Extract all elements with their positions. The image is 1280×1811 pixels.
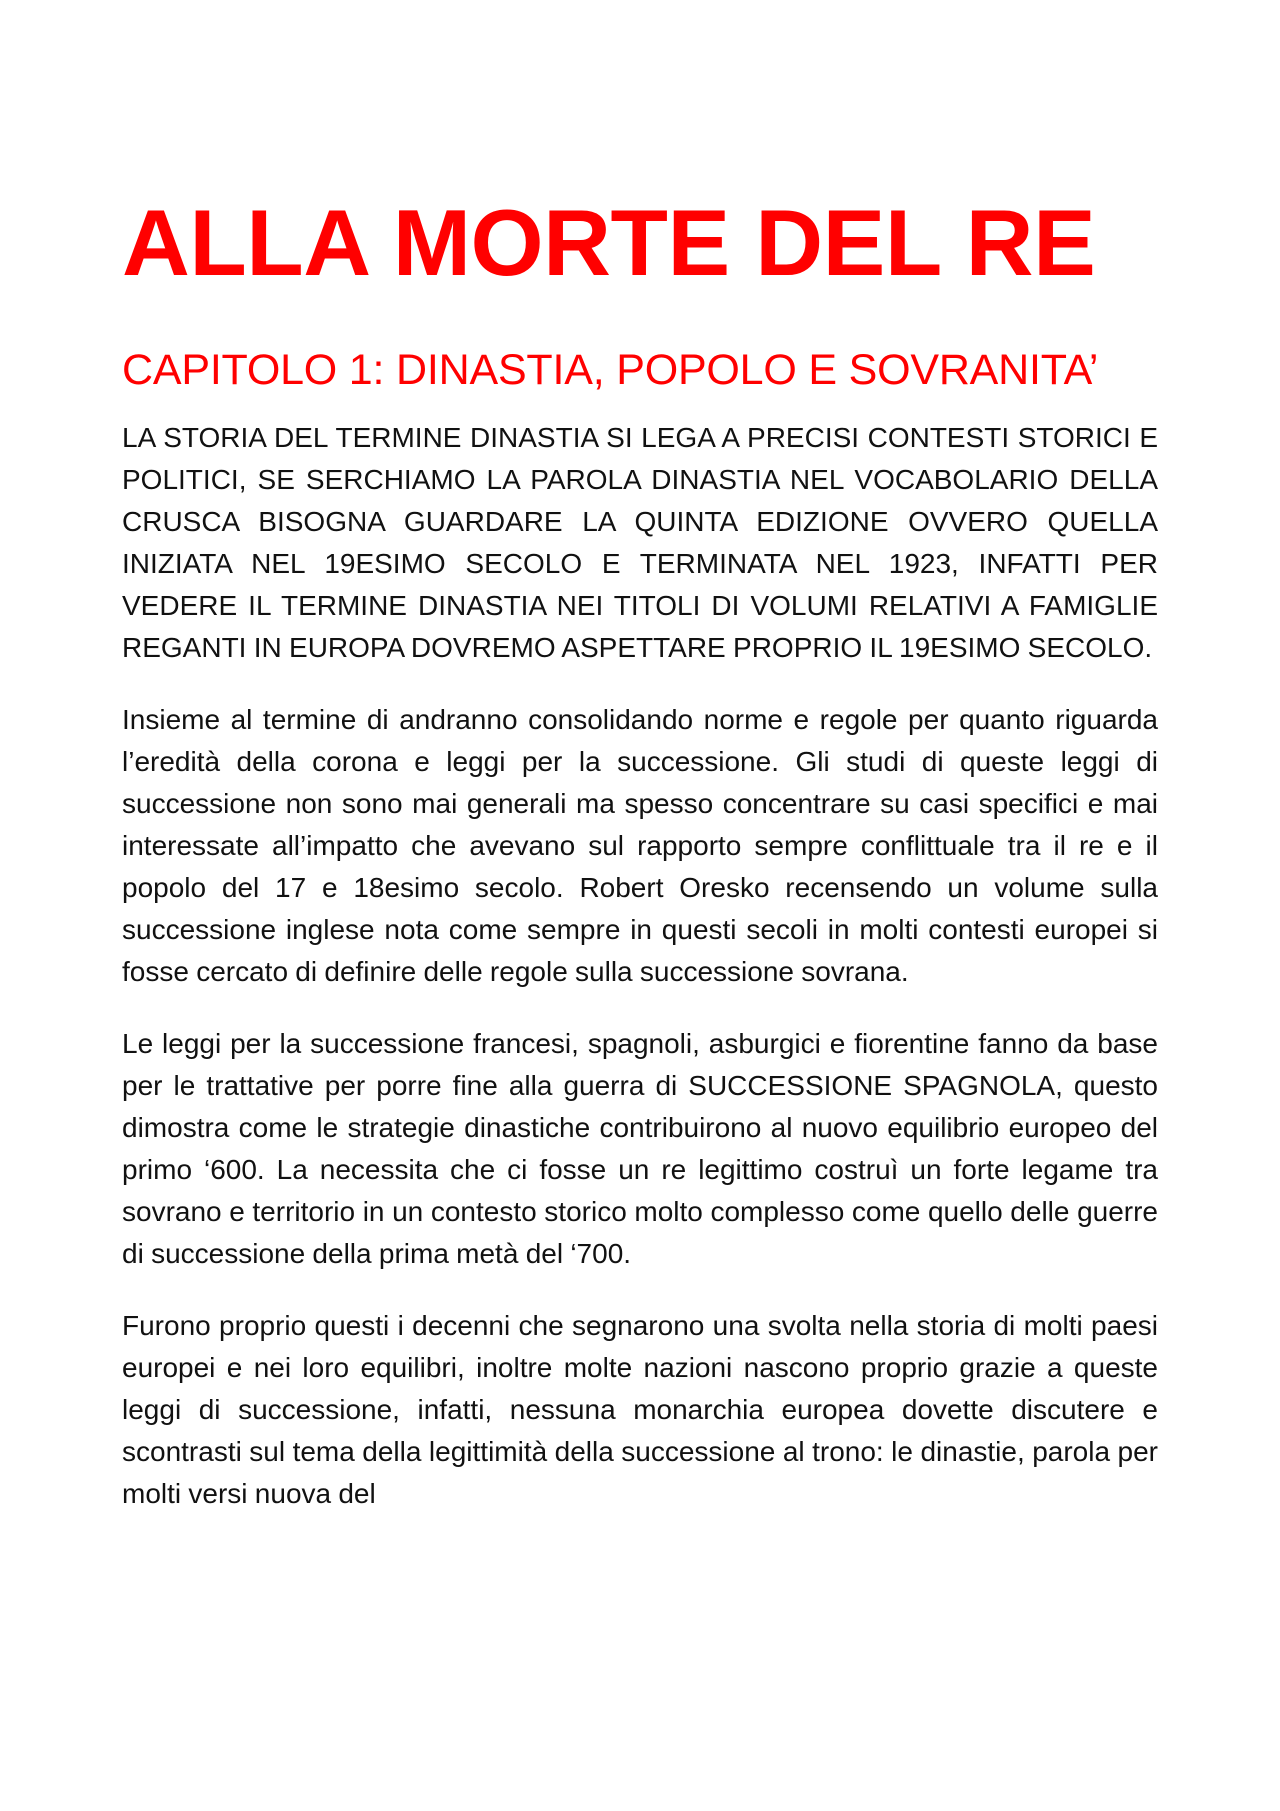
paragraph-1: LA STORIA DEL TERMINE DINASTIA SI LEGA A PRECISI CONTESTI STORICI E POLITICI, SE SERCHIAMO LA PAROLA DINASTIA NEL VOCABOLARIO DELLA CRUSCA BISOGNA GUARDARE LA QUINTA EDIZIONE OVVERO QUELLA INIZIATA NEL 19ESIMO SECOLO E TERMINATA NEL 1923, INFATTI PER VEDERE IL TERMINE DINASTIA NEI TITOLI DI VOLUMI RELATIVI A FAMIGLIE REGANTI IN EUROPA DOVREMO ASPETTARE PROPRIO IL 19ESIMO SECOLO. xyxy=(122,422,1158,664)
paragraph-4: Furono proprio questi i decenni che segnarono una svolta nella storia di molti paesi europei e nei loro equilibri, inoltre molte nazioni nascono proprio grazie a queste leggi di successione, infatti, nessuna monarchia europea dovette discutere e scontrasti sul tema della legittimità della successione al trono: le dinastie, parola per molti versi nuova del xyxy=(122,1310,1158,1510)
document-title: ALLA MORTE DEL RE xyxy=(122,190,1096,295)
paragraph-3: Le leggi per la successione francesi, spagnoli, asburgici e fiorentine fanno da base per le trattative per porre fine alla guerra di SUCCESSIONE SPAGNOLA, questo dimostra come le strategie dinastiche contribuirono al nuovo equilibrio europeo del primo ‘600. La necessita che ci fosse un re legittimo costruì un forte legame tra sovrano e territorio in un contesto storico molto complesso come quello delle guerre di successione della prima metà del ‘700. xyxy=(122,1028,1158,1270)
paragraph-2: Insieme al termine di andranno consolidando norme e regole per quanto riguarda l’eredità della corona e leggi per la successione. Gli studi di queste leggi di successione non sono mai generali ma spesso concentrare su casi specifici e mai interessate all’impatto che avevano sul rapporto sempre conflittuale tra il re e il popolo del 17 e 18esimo secolo. Robert Oresko recensendo un volume sulla successione inglese nota come sempre in questi secoli in molti contesti europei si fosse cercato di definire delle regole sulla successione sovrana. xyxy=(122,704,1158,988)
chapter-heading: CAPITOLO 1: DINASTIA, POPOLO E SOVRANITA’ xyxy=(122,346,1099,394)
